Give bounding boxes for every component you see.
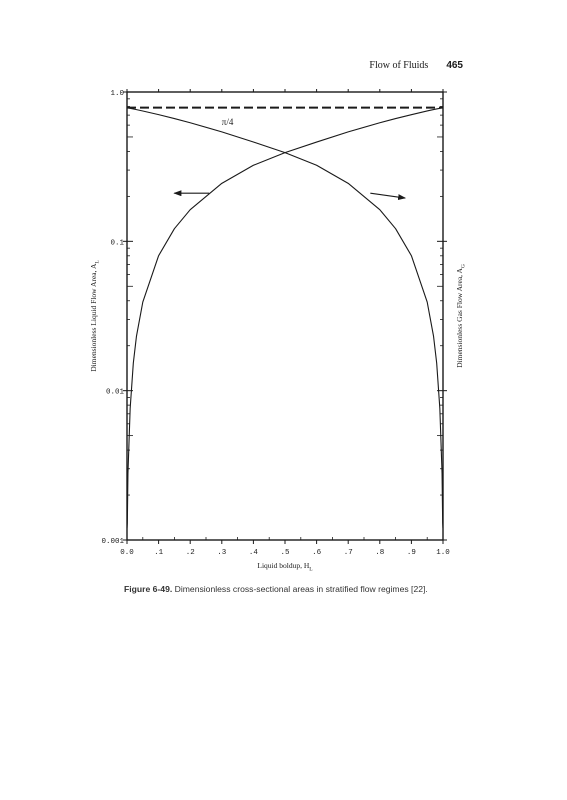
series-layer — [127, 108, 443, 529]
x-tick-label: 0.0 — [120, 549, 134, 557]
x-tick-label: 1.0 — [436, 549, 450, 557]
gas-area-arrow — [370, 193, 405, 198]
x-tick-label: .6 — [312, 549, 322, 557]
x-tick-label: .9 — [406, 549, 416, 557]
minor-ticks — [123, 92, 447, 540]
x-axis-label: Liquid boldup, $H_L$ — [257, 561, 313, 573]
x-tick-label: .7 — [343, 549, 353, 557]
plot-frame — [127, 92, 443, 540]
x-tick-label: .4 — [248, 549, 258, 557]
y-tick-label: 0.001 — [101, 538, 124, 546]
series-line-2 — [127, 108, 443, 529]
annotation-layer — [222, 117, 234, 127]
y-axis-label-right: Dimensionless Gas Flow Area, $A_G$ — [455, 264, 467, 368]
x-tick-label: .5 — [280, 549, 290, 557]
y-tick-label: 0.01 — [105, 388, 124, 397]
x-tick-label: .2 — [185, 549, 195, 557]
x-tick-label: .3 — [217, 549, 227, 557]
page-number: 465 — [446, 60, 463, 71]
pi-over-4-annotation: π/4 — [221, 117, 234, 128]
x-tick-label: .1 — [154, 549, 164, 557]
y-tick-label: 0.1 — [110, 239, 124, 248]
y-tick-labels — [101, 90, 124, 546]
y-axis-label-left: Dimensionless Liquid Flow Area, $A_L$ — [89, 260, 101, 372]
x-ticks — [127, 89, 443, 544]
figure-caption-text: Dimensionless cross-sectional areas in stratified flow regimes [22]. — [174, 584, 428, 594]
running-title: Flow of Fluids — [369, 60, 429, 71]
y-tick-label: 1.0 — [110, 90, 124, 98]
x-tick-labels — [120, 549, 450, 557]
x-tick-label: .8 — [375, 549, 385, 557]
series-line-1 — [127, 108, 443, 529]
figure-caption — [124, 584, 428, 594]
figure-caption-label: Figure 6-49. — [124, 584, 173, 594]
